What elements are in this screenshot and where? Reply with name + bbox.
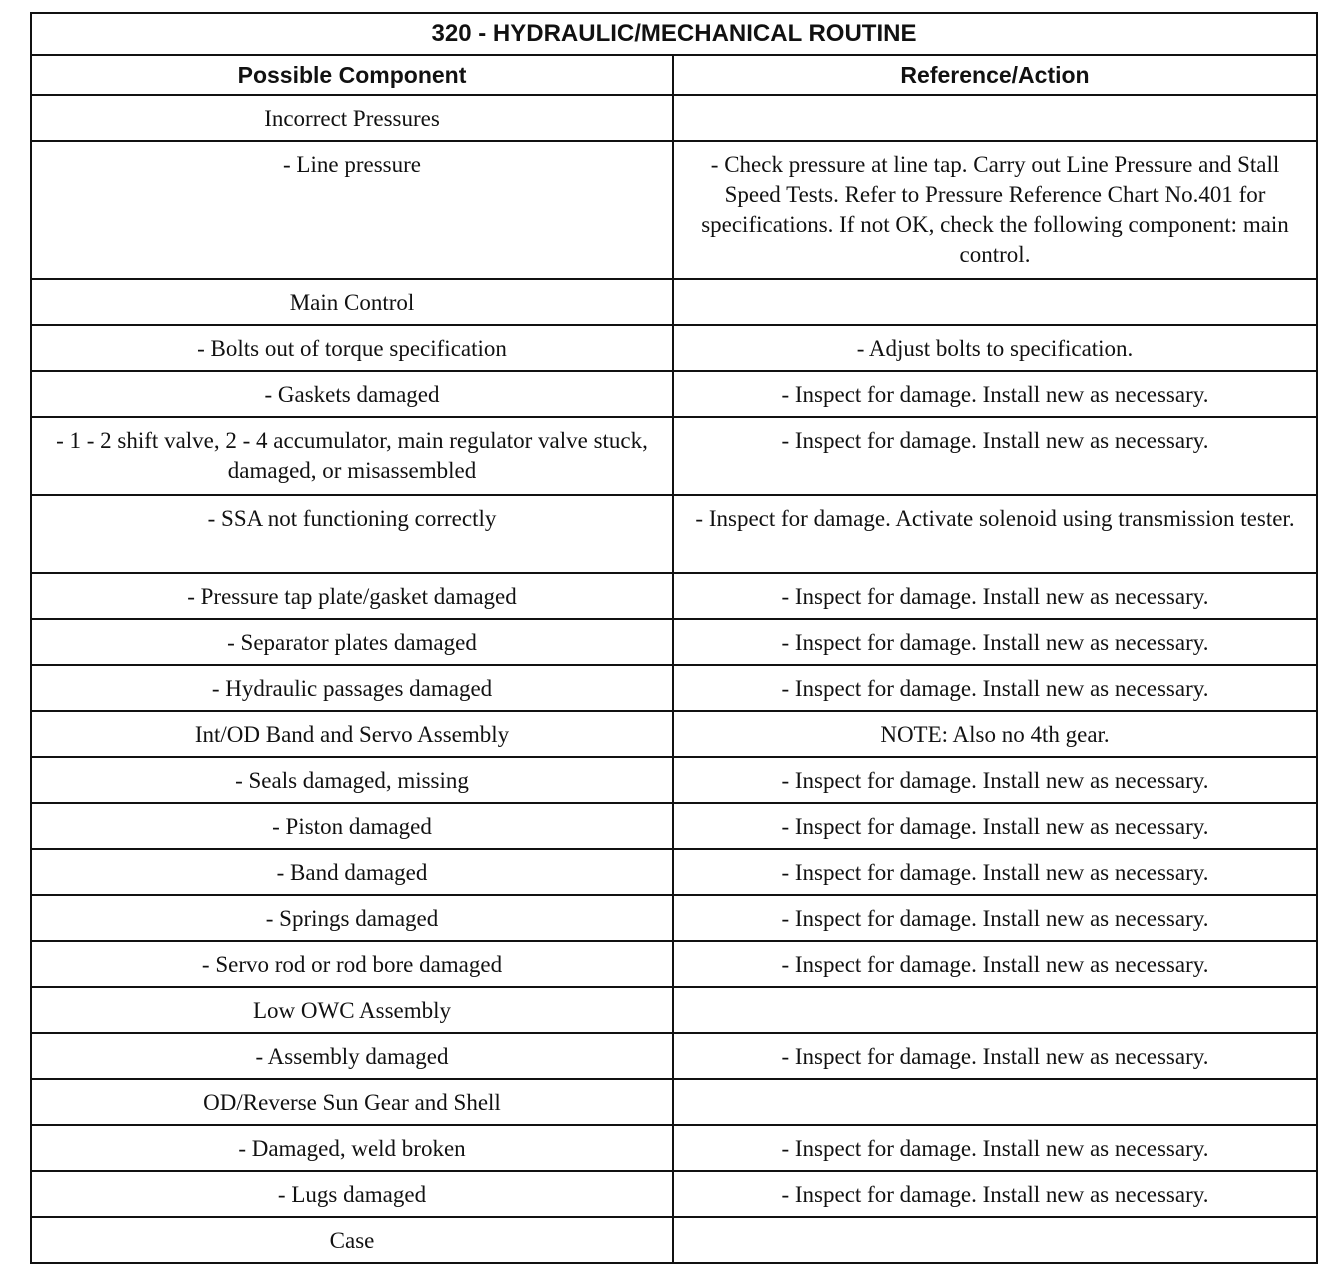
component-cell: Main Control	[31, 279, 673, 325]
action-cell: - Inspect for damage. Install new as necessary.	[673, 1033, 1317, 1079]
action-cell: - Adjust bolts to specification.	[673, 325, 1317, 371]
action-cell: - Inspect for damage. Install new as necessary.	[673, 573, 1317, 619]
table-row	[31, 895, 1317, 941]
table-row	[31, 573, 1317, 619]
action-cell	[673, 95, 1317, 141]
table-row	[31, 619, 1317, 665]
component-cell: - Damaged, weld broken	[31, 1125, 673, 1171]
table-row	[31, 371, 1317, 417]
table-row	[31, 757, 1317, 803]
action-cell	[673, 1079, 1317, 1125]
component-cell: - Gaskets damaged	[31, 371, 673, 417]
component-cell: - Hydraulic passages damaged	[31, 665, 673, 711]
table-row	[31, 141, 1317, 279]
table-row	[31, 1033, 1317, 1079]
component-cell: - Separator plates damaged	[31, 619, 673, 665]
table-title: 320 - HYDRAULIC/MECHANICAL ROUTINE	[31, 13, 1317, 55]
action-cell	[673, 279, 1317, 325]
action-cell: - Inspect for damage. Install new as necessary.	[673, 1125, 1317, 1171]
action-cell: - Inspect for damage. Install new as necessary.	[673, 1171, 1317, 1217]
table-row	[31, 95, 1317, 141]
component-cell: - Pressure tap plate/gasket damaged	[31, 573, 673, 619]
component-cell: - Lugs damaged	[31, 1171, 673, 1217]
table-row	[31, 803, 1317, 849]
table-row	[31, 1079, 1317, 1125]
header-component: Possible Component	[31, 55, 673, 95]
table-row	[31, 849, 1317, 895]
action-cell: - Inspect for damage. Install new as necessary.	[673, 619, 1317, 665]
action-cell	[673, 1217, 1317, 1263]
table-row	[31, 941, 1317, 987]
component-cell: OD/Reverse Sun Gear and Shell	[31, 1079, 673, 1125]
table-row	[31, 417, 1317, 495]
action-cell: - Inspect for damage. Install new as necessary.	[673, 371, 1317, 417]
routine-table	[30, 12, 1318, 1264]
action-cell: - Inspect for damage. Activate solenoid using transmission tester.	[673, 495, 1317, 573]
action-cell	[673, 987, 1317, 1033]
table-row	[31, 987, 1317, 1033]
table-row	[31, 1217, 1317, 1263]
component-cell: - SSA not functioning correctly	[31, 495, 673, 573]
action-cell: NOTE: Also no 4th gear.	[673, 711, 1317, 757]
component-cell: - 1 - 2 shift valve, 2 - 4 accumulator, main regulator valve stuck, damaged, or misassembled	[31, 417, 673, 495]
table-row	[31, 495, 1317, 573]
component-cell: - Piston damaged	[31, 803, 673, 849]
component-cell: - Springs damaged	[31, 895, 673, 941]
action-cell: - Inspect for damage. Install new as necessary.	[673, 849, 1317, 895]
component-cell: - Band damaged	[31, 849, 673, 895]
component-cell: Int/OD Band and Servo Assembly	[31, 711, 673, 757]
title-row	[31, 13, 1317, 55]
action-cell: - Inspect for damage. Install new as necessary.	[673, 895, 1317, 941]
header-row	[31, 55, 1317, 95]
table-row	[31, 325, 1317, 371]
action-cell: - Check pressure at line tap. Carry out Line Pressure and Stall Speed Tests. Refer to Pressure Reference Chart No.401 for specifications. If not OK, check the following component: main control.	[673, 141, 1317, 279]
component-cell: - Bolts out of torque specification	[31, 325, 673, 371]
component-cell: - Servo rod or rod bore damaged	[31, 941, 673, 987]
component-cell: - Line pressure	[31, 141, 673, 279]
component-cell: Low OWC Assembly	[31, 987, 673, 1033]
action-cell: - Inspect for damage. Install new as necessary.	[673, 803, 1317, 849]
component-cell: - Seals damaged, missing	[31, 757, 673, 803]
header-action: Reference/Action	[673, 55, 1317, 95]
action-cell: - Inspect for damage. Install new as necessary.	[673, 665, 1317, 711]
component-cell: Incorrect Pressures	[31, 95, 673, 141]
component-cell: Case	[31, 1217, 673, 1263]
action-cell: - Inspect for damage. Install new as necessary.	[673, 757, 1317, 803]
component-cell: - Assembly damaged	[31, 1033, 673, 1079]
table-row	[31, 1125, 1317, 1171]
table-row	[31, 665, 1317, 711]
table-row	[31, 1171, 1317, 1217]
table-row	[31, 711, 1317, 757]
action-cell: - Inspect for damage. Install new as necessary.	[673, 941, 1317, 987]
table-row	[31, 279, 1317, 325]
action-cell: - Inspect for damage. Install new as necessary.	[673, 417, 1317, 495]
